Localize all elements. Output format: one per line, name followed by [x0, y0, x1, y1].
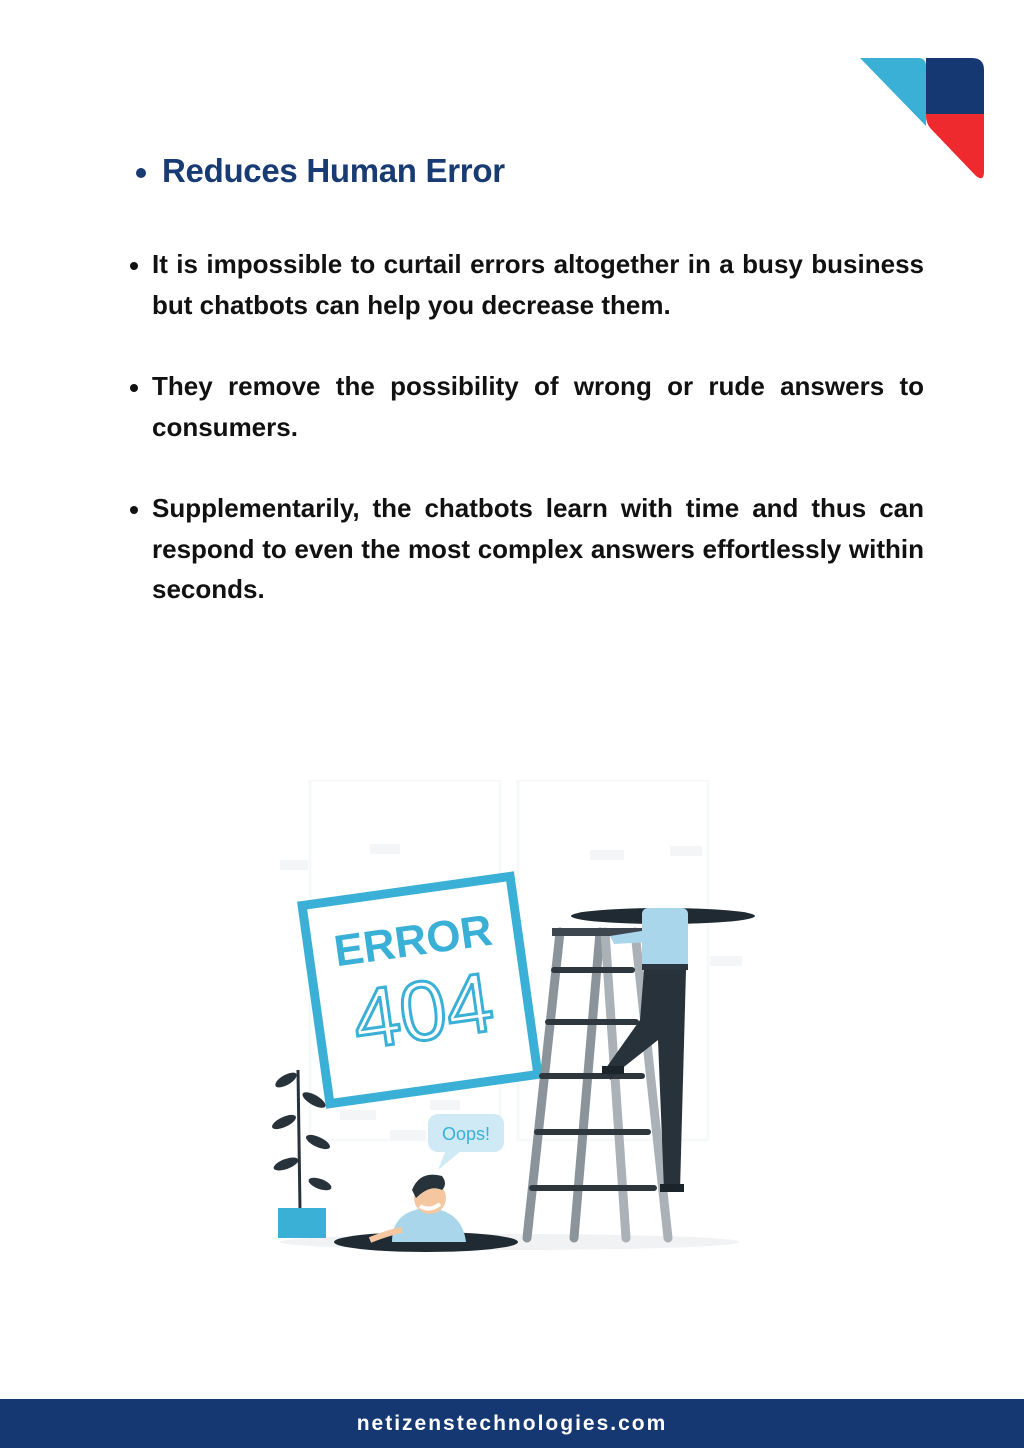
- potted-plant: [270, 1070, 333, 1238]
- company-logo-icon: [856, 56, 986, 182]
- footer-bar: [0, 1399, 1024, 1448]
- heading-title: Reduces Human Error: [162, 152, 505, 189]
- section-heading: [136, 152, 505, 190]
- list-item: It is impossible to curtail errors altogether in a busy business but chatbots can help you decrease them.: [130, 244, 924, 325]
- error-404-illustration: [240, 780, 780, 1260]
- sign-line2: 404: [346, 954, 499, 1068]
- list-item: Supplementarily, the chatbots learn with time and thus can respond to even the most complex answers effortlessly within seconds.: [130, 488, 924, 610]
- speech-bubble: [428, 1114, 504, 1170]
- error-sign: [302, 876, 538, 1103]
- sign-line1: ERROR: [331, 905, 496, 977]
- footer-website[interactable]: netizenstechnologies.com: [356, 1411, 668, 1435]
- speech-text: Oops!: [441, 1124, 491, 1144]
- heading-bullet: [136, 168, 146, 178]
- bullet-list: [130, 244, 924, 651]
- person-in-hole: [334, 1175, 518, 1252]
- list-item: They remove the possibility of wrong or rude answers to consumers.: [130, 366, 924, 447]
